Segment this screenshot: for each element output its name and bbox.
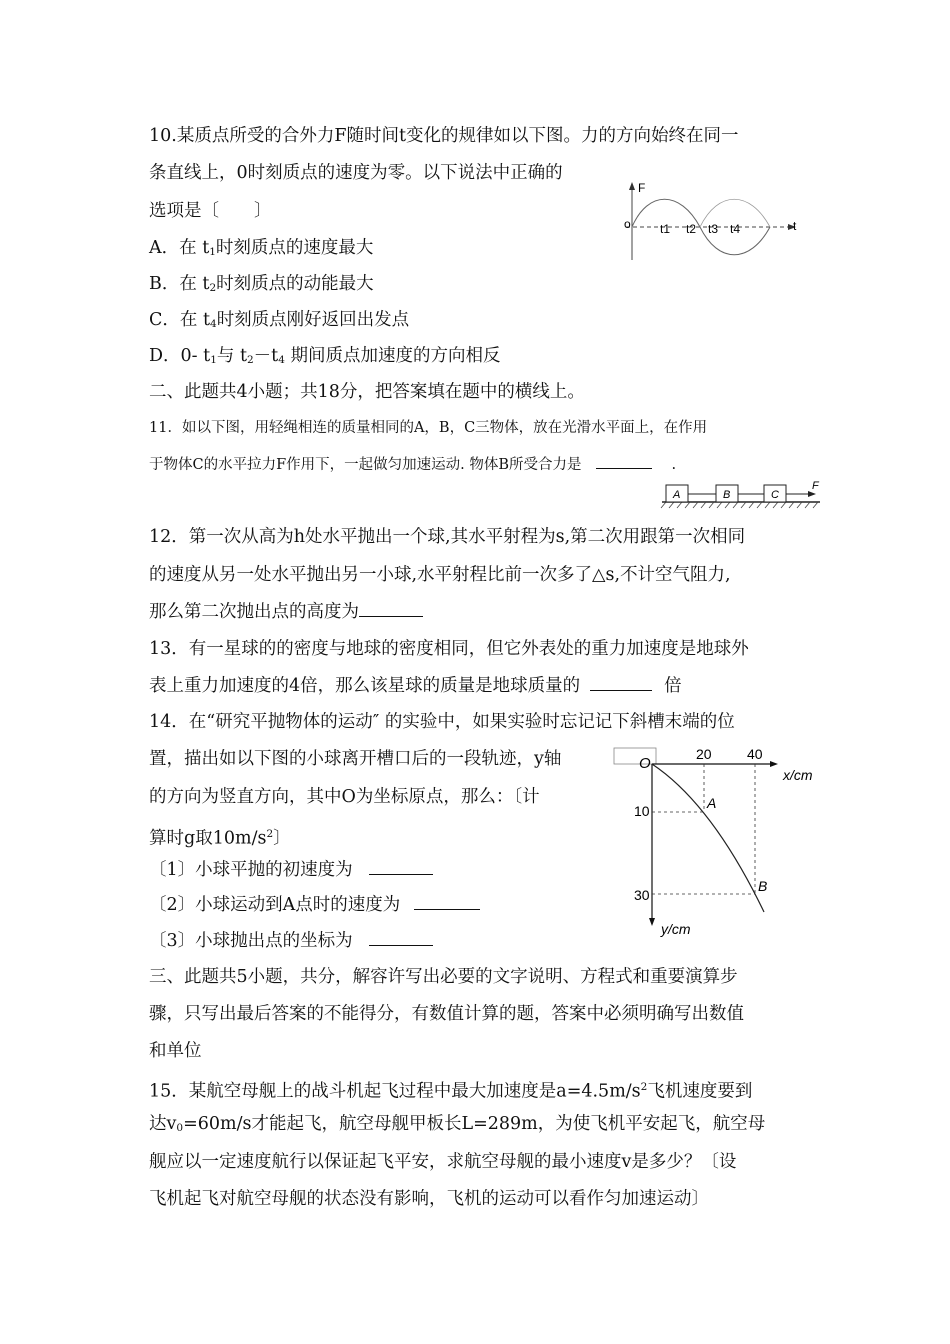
q10-option-c: C．在 $t_4$时刻质点刚好返回出发点	[149, 310, 410, 331]
q10-graph-tick-t3: t3	[708, 222, 719, 236]
q10-stem-line-1: 10.某质点所受的合外力F随时间t变化的规律如以下图。力的方向始终在同一	[149, 126, 739, 146]
q14-sub-1: 〔1〕小球平抛的初速度为	[149, 858, 433, 882]
q14-answer-blank-3[interactable]	[369, 945, 433, 946]
q11-line-2: 于物体C的水平拉力F作用下，一起做匀加速运动. 物体B所受合力是 .	[149, 457, 677, 473]
section-3-line-2: 骤，只写出最后答案的不能得分，有数值计算的题，答案中必须明确写出数值	[149, 1004, 744, 1024]
q14-y-arrow	[649, 918, 655, 926]
q14-y-tick-30: 30	[634, 887, 650, 903]
q14-answer-blank-2[interactable]	[414, 909, 480, 910]
q14-answer-blank-1[interactable]	[369, 874, 433, 875]
q13-line-1: 13．有一星球的的密度与地球的密度相同，但它外表处的重力加速度是地球外	[149, 639, 749, 659]
q10-stem-line-3: 选项是〔 〕	[149, 201, 272, 221]
q10-graph-curve	[632, 199, 770, 255]
q14-sub-2: 〔2〕小球运动到A点时的速度为	[149, 893, 480, 917]
q10-graph-tick-t2: t2	[686, 222, 697, 236]
q13-line-2: 表上重力加速度的4倍，那么该星球的质量是地球质量的 倍	[149, 676, 682, 696]
q10-option-a: A．在 $t_1$时刻质点的速度最大	[149, 238, 374, 259]
q14-x-arrow	[770, 761, 778, 767]
q10-graph-t-label: t	[793, 219, 797, 233]
q10-graph-tick-t4: t4	[730, 222, 741, 236]
q11-block-c-label: C	[771, 489, 779, 501]
section-3-line-3: 和单位	[149, 1041, 202, 1061]
q11-force-label: F	[812, 480, 819, 492]
q11-blocks-diagram	[660, 479, 824, 511]
q11-block-a-label: A	[673, 489, 681, 501]
q10-stem-line-2: 条直线上，0时刻质点的速度为零。以下说法中正确的	[149, 163, 563, 183]
q12-line-3: 那么第二次抛出点的高度为	[149, 600, 423, 624]
q14-sub-3: 〔3〕小球抛出点的坐标为	[149, 929, 433, 953]
q13-answer-blank[interactable]	[590, 690, 652, 691]
q12-line-2: 的速度从另一处水平抛出另一小球,水平射程比前一次多了△s,不计空气阻力,	[149, 565, 731, 585]
q14-point-b-label: B	[758, 878, 768, 894]
q14-x-label: x/cm	[783, 767, 813, 783]
q14-y-label: y/cm	[661, 921, 691, 937]
q10-graph-y-label: F	[638, 181, 646, 195]
q14-point-a-label: A	[707, 795, 717, 811]
q10-graph-tick-t1: t1	[660, 222, 671, 236]
q15-line-3: 舰应以一定速度航行以保证起飞平安，求航空母舰的最小速度v是多少？〔设	[149, 1152, 737, 1172]
q15-line-2: 达$v_0=60m/s$才能起飞，航空母舰甲板长L=289m，为使飞机平安起飞，航空母	[149, 1114, 766, 1135]
q11-block-b-label: B	[723, 489, 731, 501]
q10-force-graph	[618, 178, 808, 262]
q10-option-d: D．0- $t_1$与 $t_2-t_4$ 期间质点加速度的方向相反	[149, 346, 501, 367]
q14-trajectory-curve	[652, 764, 764, 912]
q12-answer-blank[interactable]	[359, 616, 423, 617]
q14-line-1: 14．在“研究平抛物体的运动″ 的实验中，如果实验时忘记记下斜槽末端的位	[149, 712, 735, 732]
q10-option-b: B．在 $t_2$时刻质点的动能最大	[149, 274, 374, 295]
q14-line-4: 算时g取$10m/s^2$〕	[149, 828, 291, 849]
q14-x-tick-20: 20	[696, 746, 712, 762]
section-2-heading: 二、此题共4小题；共18分，把答案填在题中的横线上。	[149, 382, 585, 402]
q12-line-1: 12．第一次从高为h处水平抛出一个球,其水平射程为s,第二次用跟第一次相同	[149, 527, 746, 547]
q10-graph-y-arrow	[629, 182, 635, 190]
q15-line-4: 飞机起飞对航空母舰的状态没有影响，飞机的运动可以看作匀加速运动〕	[149, 1189, 709, 1209]
q14-trajectory-graph	[612, 744, 828, 940]
section-3-line-1: 三、此题共5小题，共分，解容许写出必要的文字说明、方程式和重要演算步	[149, 967, 738, 987]
q11-line-1: 11．如以下图，用轻绳相连的质量相同的A，B，C三物体，放在光滑水平面上，在作用	[149, 420, 708, 436]
q14-x-tick-40: 40	[747, 746, 763, 762]
q10-graph-origin: o	[624, 217, 631, 231]
q14-origin-label: O	[639, 755, 651, 772]
q14-line-3: 的方向为竖直方向，其中O为坐标原点，那么：〔计	[149, 787, 540, 807]
q15-line-1: 15．某航空母舰上的战斗机起飞过程中最大加速度是$a=4.5m/s^2$飞机速度要到	[149, 1081, 753, 1102]
q14-line-2: 置，描出如以下图的小球离开槽口后的一段轨迹，y轴	[149, 749, 562, 769]
q14-y-tick-10: 10	[634, 803, 650, 819]
q11-answer-blank[interactable]	[596, 468, 652, 469]
